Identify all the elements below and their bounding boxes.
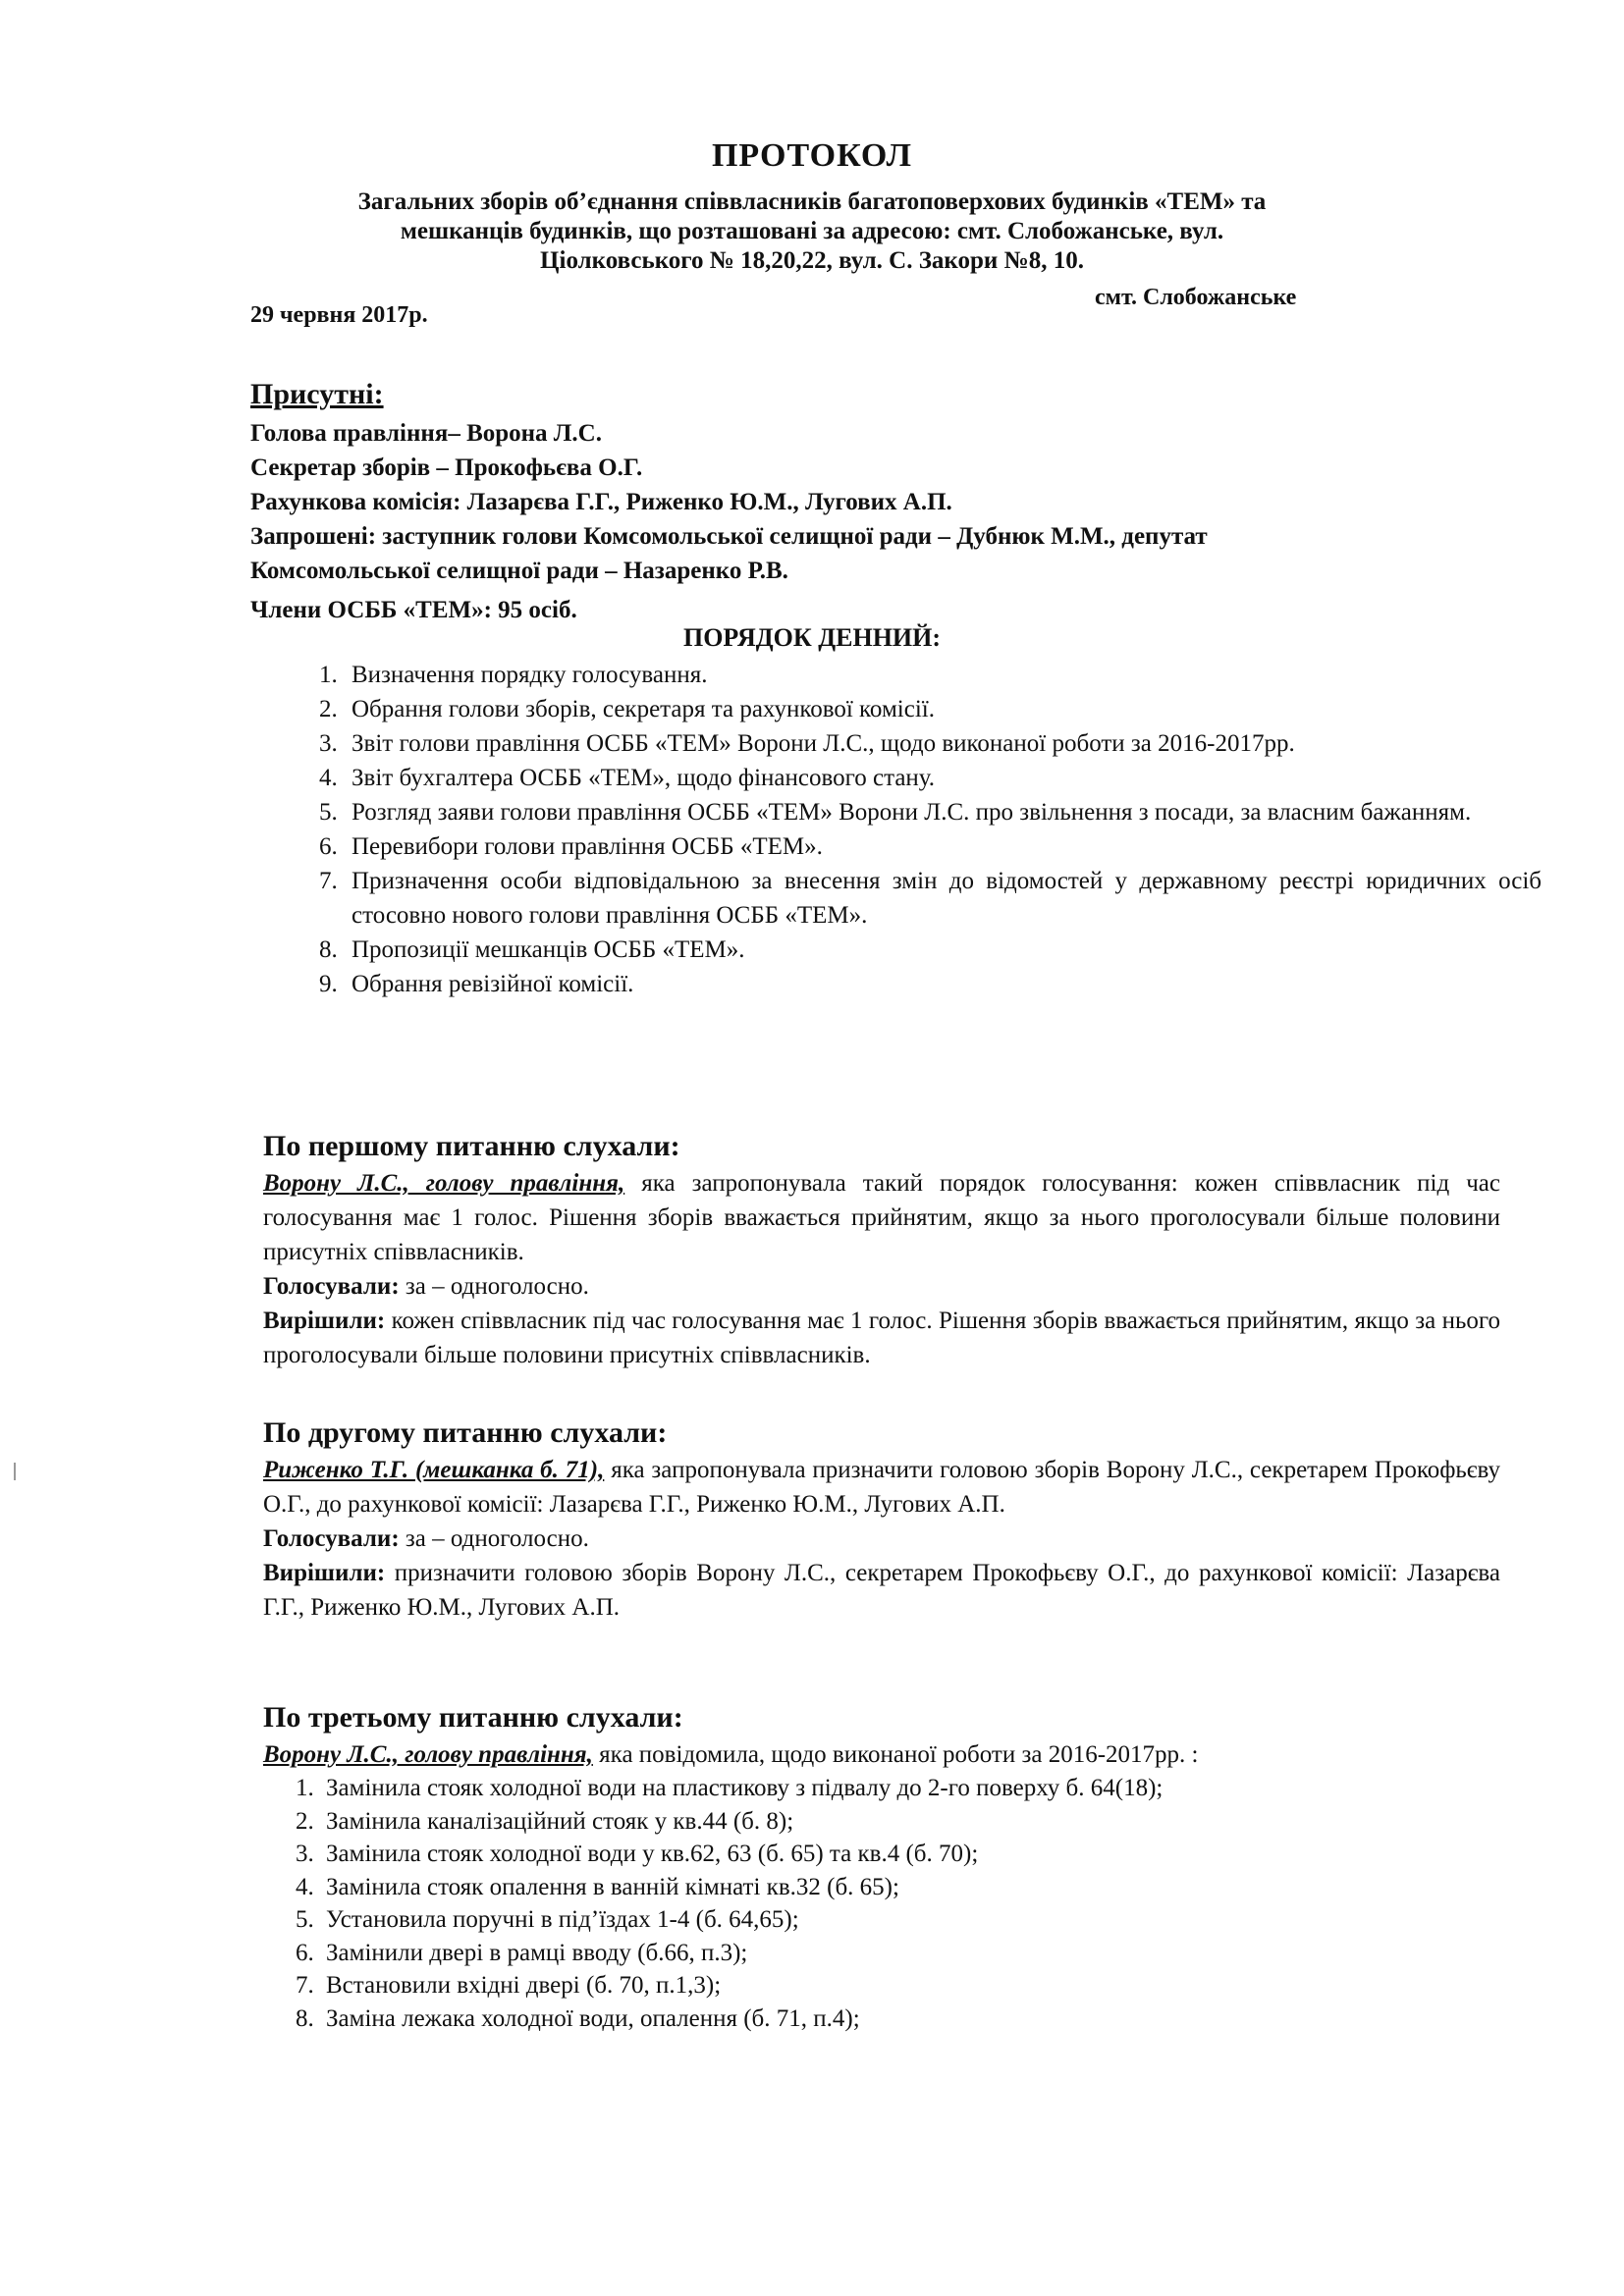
agenda-item: 3. Звіт голови правління ОСББ «ТЕМ» Ворони Л.С., щодо виконаної роботи за 2016-2017рр.: [344, 726, 1542, 761]
question-2-speaker: Риженко Т.Г. (мешканка б. 71),: [263, 1457, 605, 1483]
work-item: 1. Замінила стояк холодної води на пластикову з підвалу до 2-го поверху б. 64(18);: [320, 1772, 1500, 1805]
work-item: 8. Заміна лежака холодної води, опалення (б. 71, п.4);: [320, 2002, 1500, 2036]
work-item: 6. Замінили двері в рамці вводу (б.66, п.3);: [320, 1937, 1500, 1970]
subtitle-line-2: мешканців будинків, що розташовані за адресою: смт. Слобожанське, вул.: [400, 218, 1224, 244]
agenda-item: 6. Перевибори голови правління ОСББ «ТЕМ».: [344, 829, 1542, 864]
question-1-text: яка запропонувала такий порядок голосування: кожен співвласник під час голосування має 1 голос. Рішення зборів вважається прийнятим, якщо за нього проголосували більше половини присутніх співвласників.: [263, 1170, 1500, 1265]
agenda-item: 1. Визначення порядку голосування.: [344, 658, 1542, 692]
works-list: [263, 1772, 1500, 2035]
agenda-item: 2. Обрання голови зборів, секретаря та рахункової комісії.: [344, 692, 1542, 726]
question-1-body: [263, 1166, 1500, 1269]
subtitle-line-3: Ціолковського № 18,20,22, вул. С. Закори №8, 10.: [540, 247, 1084, 274]
work-item: 7. Встановили вхідні двері (б. 70, п.1,3);: [320, 1969, 1500, 2002]
agenda-item: 4. Звіт бухгалтера ОСББ «ТЕМ», щодо фінансового стану.: [344, 761, 1542, 795]
question-3-text: яка повідомила, щодо виконаної роботи за 2016-2017рр. :: [592, 1741, 1199, 1768]
decided-text: призначити головою зборів Ворону Л.С., секретарем Прокофьєву О.Г., до рахункової комісії: Лазарєва Г.Г., Риженко Ю.М., Лугових А.П.: [263, 1560, 1500, 1621]
work-item: 2. Замінила каналізаційний стояк у кв.44 (б. 8);: [320, 1805, 1500, 1839]
work-item: 3. Замінила стояк холодної води у кв.62, 63 (б. 65) та кв.4 (б. 70);: [320, 1838, 1500, 1871]
question-3-speaker: Ворону Л.С., голову правління,: [263, 1741, 593, 1768]
agenda-heading: ПОРЯДОК ДЕННИЙ:: [682, 623, 942, 652]
question-3-body: [263, 1737, 1500, 1772]
subtitle-line-1: Загальних зборів об’єднання співвласників багатоповерхових будинків «ТЕМ» та: [357, 188, 1267, 215]
question-2-section: [263, 1414, 1500, 1625]
work-item: 4. Замінила стояк опалення в ванній кімнаті кв.32 (б. 65);: [320, 1871, 1500, 1904]
meeting-date: 29 червня 2017р.: [250, 302, 428, 328]
agenda-item: 9. Обрання ревізійної комісії.: [344, 967, 1542, 1001]
voted-label: Голосували:: [263, 1525, 400, 1552]
present-line-1: Голова правління– Ворона Л.С.: [250, 420, 602, 447]
question-2-voted: [263, 1522, 1500, 1556]
agenda-list: [295, 658, 1542, 1001]
decided-label: Вирішили:: [263, 1560, 386, 1586]
question-3-heading: По третьому питанню слухали:: [263, 1701, 683, 1734]
present-heading: Присутні:: [250, 378, 384, 410]
question-2-text: яка запропонувала призначити головою зборів Ворону Л.С., секретарем Прокофьєву О.Г., до рахункової комісії: Лазарєва Г.Г., Риженко Ю.М., Лугових А.П.: [263, 1457, 1500, 1518]
question-1-heading: По першому питанню слухали:: [263, 1130, 680, 1162]
question-1-speaker: Ворону Л.С., голову правління,: [263, 1170, 625, 1197]
voted-label: Голосували:: [263, 1273, 400, 1300]
agenda-item: 8. Пропозиції мешканців ОСББ «ТЕМ».: [344, 933, 1542, 967]
decided-text: кожен співвласник під час голосування має 1 голос. Рішення зборів вважається прийнятим, якщо за нього проголосували більше половини присутніх співвласників.: [263, 1308, 1500, 1368]
agenda-item: 5. Розгляд заяви голови правління ОСББ «ТЕМ» Ворони Л.С. про звільнення з посади, за власним бажанням.: [344, 795, 1542, 829]
agenda-item: 7. Призначення особи відповідальною за внесення змін до відомостей у державному реєстрі юридичних осіб стосовно нового голови правління ОСББ «ТЕМ».: [344, 864, 1542, 933]
present-line-6: Члени ОСББ «ТЕМ»: 95 осіб.: [250, 597, 577, 623]
question-1-section: [263, 1127, 1500, 1372]
question-1-voted: [263, 1269, 1500, 1304]
meeting-place: смт. Слобожанське: [1095, 285, 1297, 310]
question-2-decided: [263, 1556, 1500, 1625]
voted-text: за – одноголосно.: [399, 1273, 589, 1300]
present-line-4: Запрошені: заступник голови Комсомольської селищної ради – Дубнюк М.М., депутат: [250, 523, 1208, 550]
voted-text: за – одноголосно.: [399, 1525, 589, 1552]
present-line-5: Комсомольської селищної ради – Назаренко Р.В.: [250, 558, 788, 584]
document-title: ПРОТОКОЛ: [711, 137, 913, 174]
question-2-heading: По другому питанню слухали:: [263, 1416, 668, 1449]
decided-label: Вирішили:: [263, 1308, 386, 1334]
question-3-section: [263, 1698, 1500, 2035]
scan-mark: [14, 1463, 22, 1480]
present-line-2: Секретар зборів – Прокофьєва О.Г.: [250, 454, 643, 481]
question-1-decided: [263, 1304, 1500, 1372]
question-2-body: [263, 1453, 1500, 1522]
work-item: 5. Установила поручні в під’їздах 1-4 (б. 64,65);: [320, 1903, 1500, 1937]
present-line-3: Рахункова комісія: Лазарєва Г.Г., Риженко Ю.М., Лугових А.П.: [250, 489, 952, 515]
